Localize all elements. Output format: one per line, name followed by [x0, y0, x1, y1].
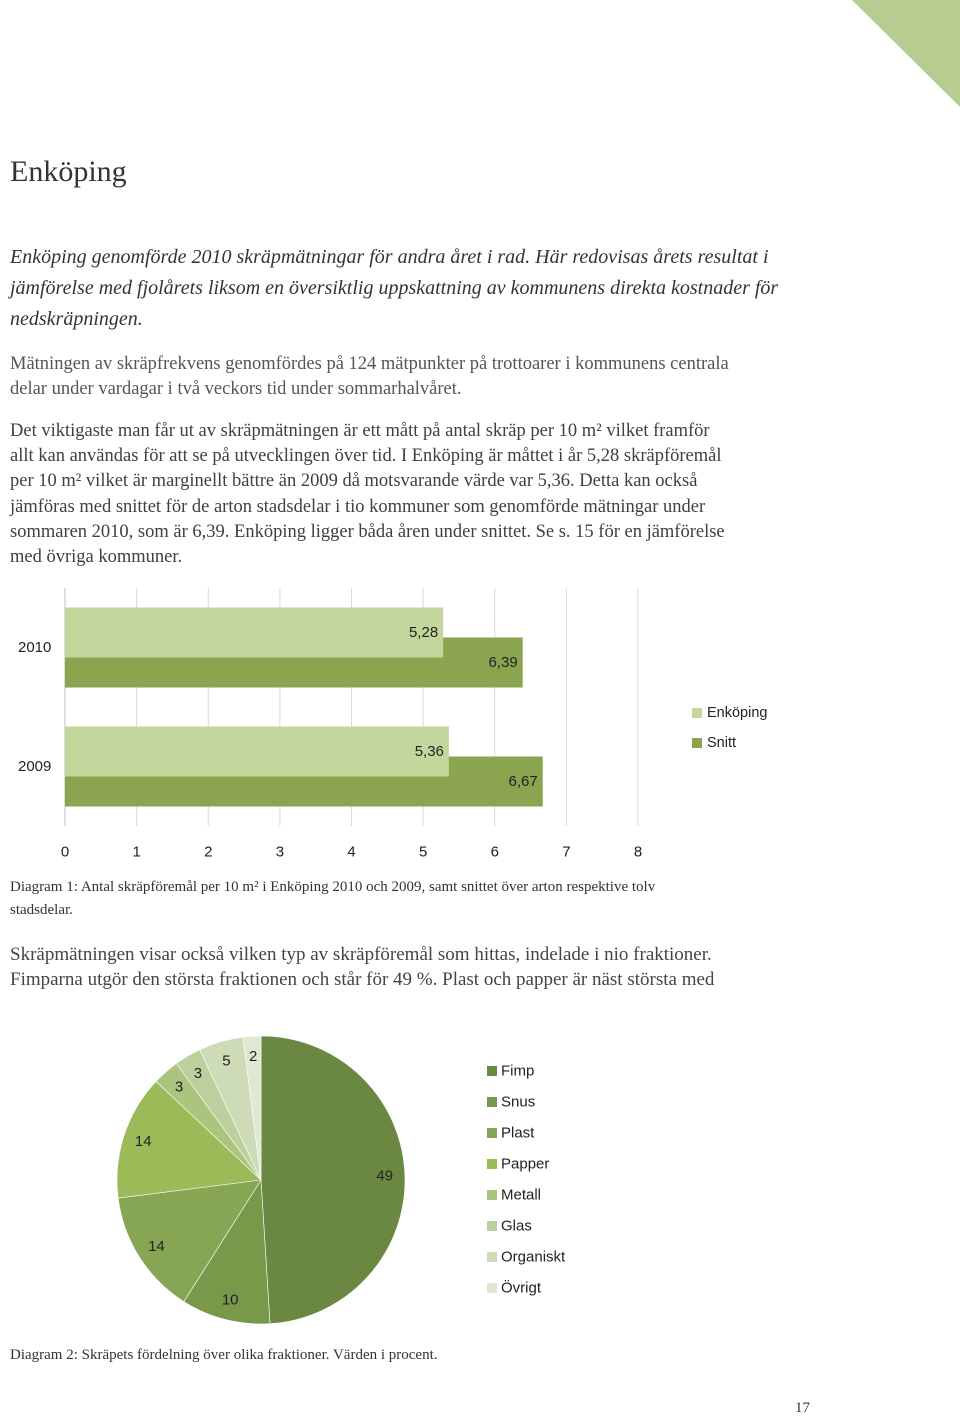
- legend-label: Papper: [501, 1155, 550, 1173]
- legend-label: Metall: [501, 1186, 542, 1204]
- pie-value-label: 10: [221, 1291, 239, 1309]
- legend-swatch: [487, 1190, 497, 1200]
- paragraph-line: med övriga kommuner.: [10, 547, 183, 568]
- paragraph-results: [10, 419, 725, 570]
- paragraph-line: sommaren 2010, som är 6,39. Enköping ligger båda åren under snittet. Se s. 15 för en jämförelse: [10, 521, 725, 542]
- x-tick-label: 8: [633, 843, 643, 861]
- paragraph-line: delar under vardagar i två veckors tid under sommarhalvåret.: [10, 379, 462, 399]
- legend-swatch: [487, 1221, 497, 1231]
- category-label: 2009: [18, 758, 52, 775]
- pie-chart-diagram-2: [0, 1020, 960, 1340]
- legend-label: Fimp: [501, 1062, 535, 1080]
- paragraph-line: per 10 m² vilket är marginellt bättre än 2009 då motsvarande värde var 5,36. Detta kan också: [10, 471, 698, 492]
- paragraph-line: Mätningen av skräpfrekvens genomfördes på 124 mätpunkter på trottoarer i kommunens centrala: [10, 354, 729, 374]
- legend-label: Enköping: [707, 705, 768, 721]
- pie-value-label: 49: [376, 1167, 394, 1185]
- legend-swatch: [487, 1159, 497, 1169]
- x-tick-label: 5: [418, 843, 428, 861]
- paragraph-line: Skräpmätningen visar också vilken typ av skräpföremål som hittas, indelade i nio fraktioner.: [10, 944, 712, 965]
- caption-line: Diagram 2: Skräpets fördelning över olika fraktioner. Värden i procent.: [10, 1347, 438, 1363]
- intro-line: nedskräpningen.: [10, 308, 143, 330]
- legend-swatch: [692, 738, 702, 748]
- legend-label: Snitt: [707, 735, 737, 751]
- intro-line: jämförelse med fjolårets liksom en översiktlig uppskattning av kommunens direkta kostnader för: [10, 277, 779, 299]
- legend-swatch: [692, 708, 702, 718]
- paragraph-line: Det viktigaste man får ut av skräpmätningen är ett mått på antal skräp per 10 m² vilket framför: [10, 421, 710, 441]
- category-label: 2010: [18, 639, 52, 656]
- paragraph-line: Fimparna utgör den största fraktionen och står för 49 %. Plast och papper är näst största med: [10, 969, 715, 990]
- legend-swatch: [487, 1283, 497, 1293]
- legend-swatch: [487, 1097, 497, 1107]
- pie-value-label: 5: [222, 1052, 231, 1070]
- data-label: 5,36: [414, 743, 444, 760]
- x-tick-label: 1: [132, 843, 141, 861]
- bar-enkoping: [65, 727, 449, 777]
- paragraph-line: allt kan användas för att se på utvecklingen över tid. I Enköping är måttet i år 5,28 skräpföremål: [10, 446, 722, 467]
- x-tick-label: 6: [490, 843, 499, 861]
- pie-value-label: 14: [148, 1237, 165, 1255]
- paragraph-fractions: [10, 942, 714, 992]
- legend-swatch: [487, 1252, 497, 1262]
- legend-label: Snus: [501, 1093, 536, 1111]
- legend-label: Organiskt: [501, 1248, 566, 1266]
- x-tick-label: 2: [204, 843, 213, 861]
- legend-swatch: [487, 1128, 497, 1138]
- pie-value-label: 3: [174, 1078, 184, 1096]
- x-tick-label: 4: [347, 843, 356, 861]
- caption-line: Diagram 1: Antal skräpföremål per 10 m² i Enköping 2010 och 2009, samt snittet över arton respektive tolv: [10, 879, 656, 895]
- page-number: 17: [795, 1400, 810, 1416]
- data-label: 6,39: [488, 654, 518, 671]
- pie-value-label: 3: [193, 1064, 203, 1082]
- corner-accent-triangle: [852, 0, 960, 107]
- intro-paragraph: [10, 242, 778, 335]
- caption-line: stadsdelar.: [10, 902, 73, 918]
- legend-label: Plast: [501, 1124, 535, 1142]
- x-tick-label: 7: [562, 843, 571, 861]
- figure-caption-diagram-1: [10, 876, 655, 922]
- legend-label: Glas: [501, 1217, 532, 1235]
- bar-chart-diagram-1: [0, 580, 960, 865]
- figure-caption-diagram-2: [10, 1346, 438, 1364]
- paragraph-line: jämföras med snittet för de arton stadsdelar i tio kommuner som genomförde mätningar under: [10, 496, 706, 517]
- pie-value-label: 2: [249, 1047, 258, 1065]
- x-tick-label: 3: [275, 843, 285, 861]
- legend-label: Övrigt: [501, 1279, 542, 1297]
- intro-line: Enköping genomförde 2010 skräpmätningar för andra året i rad. Här redovisas årets resultat i: [10, 246, 769, 268]
- pie-value-label: 14: [134, 1133, 152, 1151]
- x-tick-label: 0: [60, 843, 70, 861]
- data-label: 6,67: [508, 773, 538, 790]
- legend-swatch: [487, 1066, 497, 1076]
- bar-enkoping: [65, 608, 443, 658]
- page-title: Enköping: [10, 155, 127, 188]
- data-label: 5,28: [408, 624, 439, 641]
- paragraph-method: [10, 352, 729, 402]
